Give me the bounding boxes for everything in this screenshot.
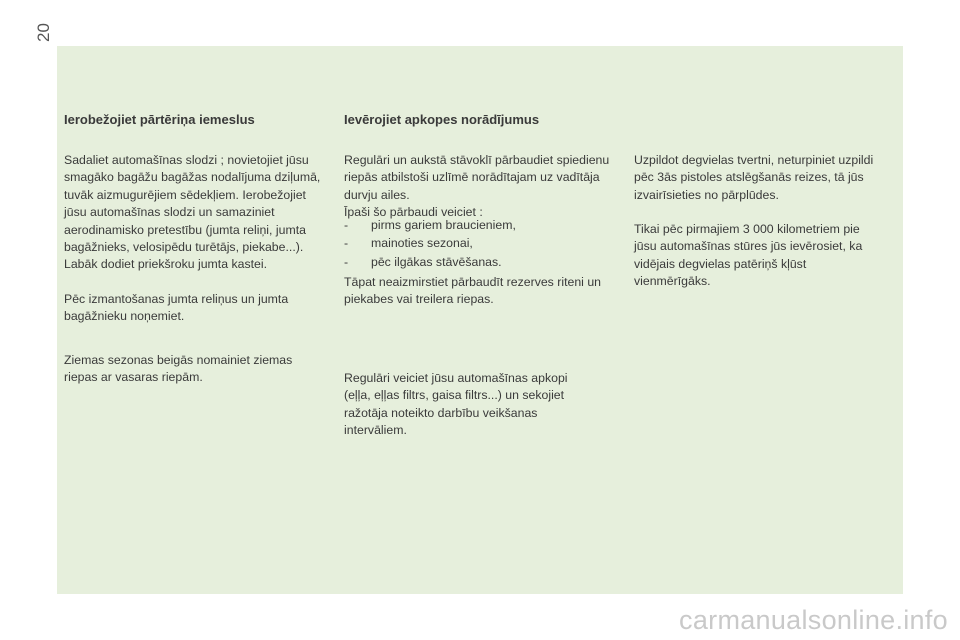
paragraph-tyre-pressure: Regulāri un aukstā stāvoklī pārbaudiet spiedienu riepās atbilstoši uzlīmē norādītajam uz vadītāja durvju ailes. — [344, 153, 610, 202]
paragraph-winter-tyres: Ziemas sezonas beigās nomainiet ziemas riepas ar vasaras riepām. — [64, 353, 293, 385]
check-list — [344, 217, 612, 271]
list-item: - mainoties sezonai, — [344, 236, 473, 251]
paragraph-fuel-consumption: Tikai pēc pirmajiem 3 000 kilometriem pie jūsu automašīnas stūres jūs ievērosiet, ka vidējais degvielas patēriņš kļūst vienmērīgāks. — [634, 222, 863, 289]
paragraph-load-distribution: Sadaliet automašīnas slodzi ; novietojiet jūsu smagāko bagāžu bagāžas nodalījuma dziļumā, tuvāk aizmugurējiem sēdekļiem. Ierobežojiet jūsu automašīnas slodzi un samaziniet aerodinamisko pretestību (jumta reliņi, jumta bagāžnieks, velosipēdu turētājs, piekabe...). Labāk dodiet priekšroku jumta kastei. — [64, 153, 321, 272]
paragraph-regular-service: Regulāri veiciet jūsu automašīnas apkopi (eļļa, eļļas filtrs, gaisa filtrs...) un sekojiet ražotāja noteikto darbību veikšanas intervāliem. — [344, 371, 568, 438]
paragraph-check-especially: Īpaši šo pārbaudi veiciet : — [344, 205, 483, 219]
list-item: - pēc ilgākas stāvēšanas. — [344, 254, 502, 269]
list-item: - pirms gariem braucieniem, — [344, 218, 516, 232]
heading-maintenance-instructions: Ievērojiet apkopes norādījumus — [344, 112, 540, 127]
heading-limit-overconsumption: Ierobežojiet pārtēriņa iemeslus — [64, 112, 255, 127]
paragraph-fuel-filling: Uzpildot degvielas tvertni, neturpiniet uzpildi pēc 3ās pistoles atslēgšanās reizes, tā jūs izvairīsieties no pārplūdes. — [634, 153, 874, 202]
watermark-text: carmanualsonline.info — [679, 605, 948, 635]
content-panel — [57, 46, 903, 594]
paragraph-spare-wheel: Tāpat neaizmirstiet pārbaudīt rezerves riteni un piekabes vai treilera riepas. — [344, 275, 601, 307]
paragraph-remove-roof-rack: Pēc izmantošanas jumta reliņus un jumta bagāžnieku noņemiet. — [64, 292, 289, 324]
page-number: 20 — [34, 23, 53, 42]
